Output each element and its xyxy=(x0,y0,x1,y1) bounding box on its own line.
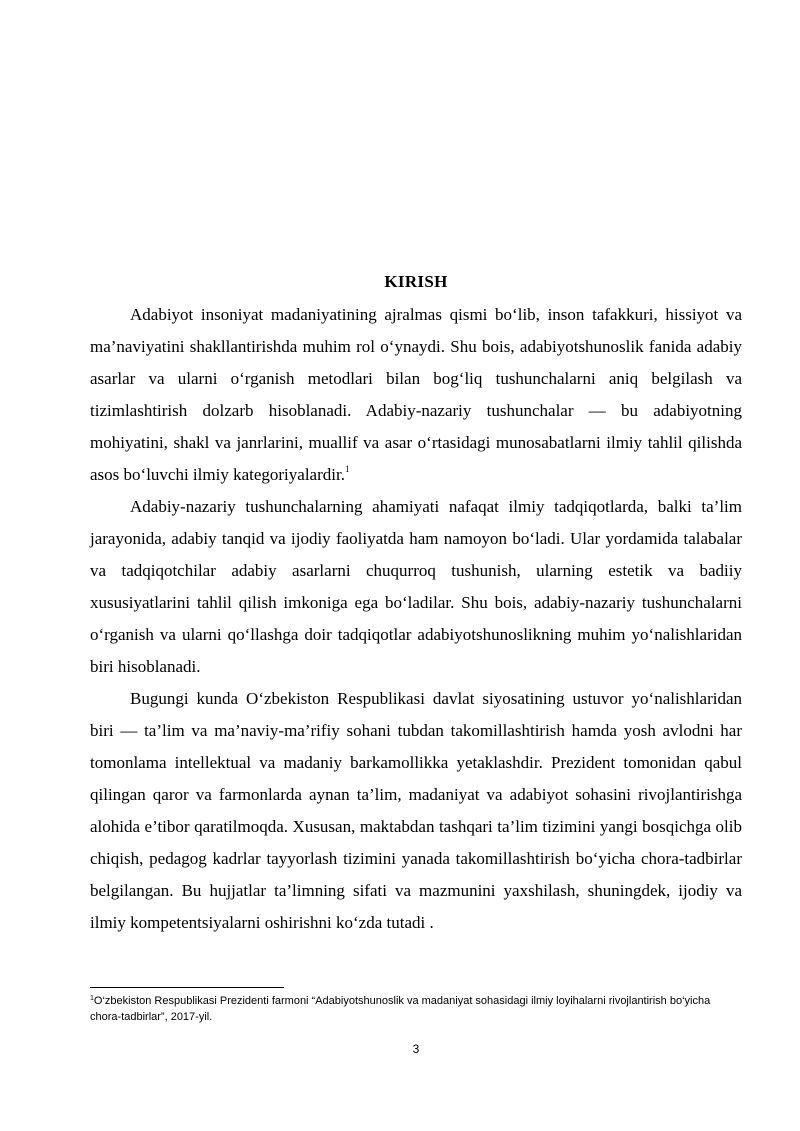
footnote xyxy=(90,993,742,1025)
paragraph-3 xyxy=(90,683,742,939)
section-title: KIRISH xyxy=(384,272,448,291)
paragraph-2-text: Adabiy-nazariy tushunchalarning ahamiyati nafaqat ilmiy tadqiqotlarda, balki ta’lim jarayonida, adabiy tanqid va ijodiy faoliyatda ham namoyon bo‘ladi. Ular yordamida talabalar va tadqiqotchilar adabiy asarlarni chuqurroq tushunish, ularning estetik va badiiy xususiyatlarini tahlil qilish imkoniga ega bo‘ladilar. Shu bois, adabiy-nazariy tushunchalarni o‘rganish va ularni qo‘llashga doir tadqiqotlar adabiyotshunoslikning muhim yo‘nalishlaridan biri hisoblanadi. xyxy=(90,497,742,676)
paragraph-2 xyxy=(90,491,742,683)
paragraph-1-text: Adabiyot insoniyat madaniyatining ajralmas qismi bo‘lib, inson tafakkuri, hissiyot va ma’naviyatini shakllantirishda muhim rol o‘ynaydi. Shu bois, adabiyotshunoslik fanida adabiy asarlar va ularni o‘rganish metodlari bilan bog‘liq tushunchalarni aniq belgilash va tizimlashtirish dolzarb hisoblanadi. Adabiy-nazariy tushunchalar — bu adabiyotning mohiyatini, shakl va janrlarini, muallif va asar o‘rtasidagi munosabatlarni ilmiy tahlil qilishda asos bo‘luvchi ilmiy kategoriyalardir. xyxy=(90,305,742,484)
footnote-number: 1 xyxy=(90,995,94,1002)
footnote-reference[interactable]: 1 xyxy=(344,464,350,474)
footnote-text: O‘zbekiston Respublikasi Prezidenti farmoni “Adabiyotshunoslik va madaniyat sohasidagi ilmiy loyihalarni rivojlantirish bo‘yicha chora-tadbirlar”, 2017-yil. xyxy=(90,995,711,1023)
paragraph-1 xyxy=(90,299,742,491)
body-text xyxy=(90,299,742,939)
paragraph-3-text: Bugungi kunda O‘zbekiston Respublikasi davlat siyosatining ustuvor yo‘nalishlaridan biri — ta’lim va ma’naviy-ma’rifiy sohani tubdan takomillashtirish hamda yosh avlodni har tomonlama intellektual va madaniy barkamollikka yetaklashdir. Prezident tomonidan qabul qilingan qaror va farmonlarda aynan ta’lim, madaniyat va adabiyot sohasini rivojlantirishga alohida e’tibor qaratilmoqda. Xususan, maktabdan tashqari ta’lim tizimini yangi bosqichga olib chiqish, pedagog kadrlar tayyorlash tizimini yanada takomillashtirish bo‘yicha chora-tadbirlar belgilangan. Bu hujjatlar ta’limning sifati va mazmunini yaxshilash, shuningdek, ijodiy va ilmiy kompetentsiyalarni oshirishni ko‘zda tutadi . xyxy=(90,689,742,932)
page-number: 3 xyxy=(412,1042,420,1056)
footnote-separator xyxy=(90,987,284,988)
